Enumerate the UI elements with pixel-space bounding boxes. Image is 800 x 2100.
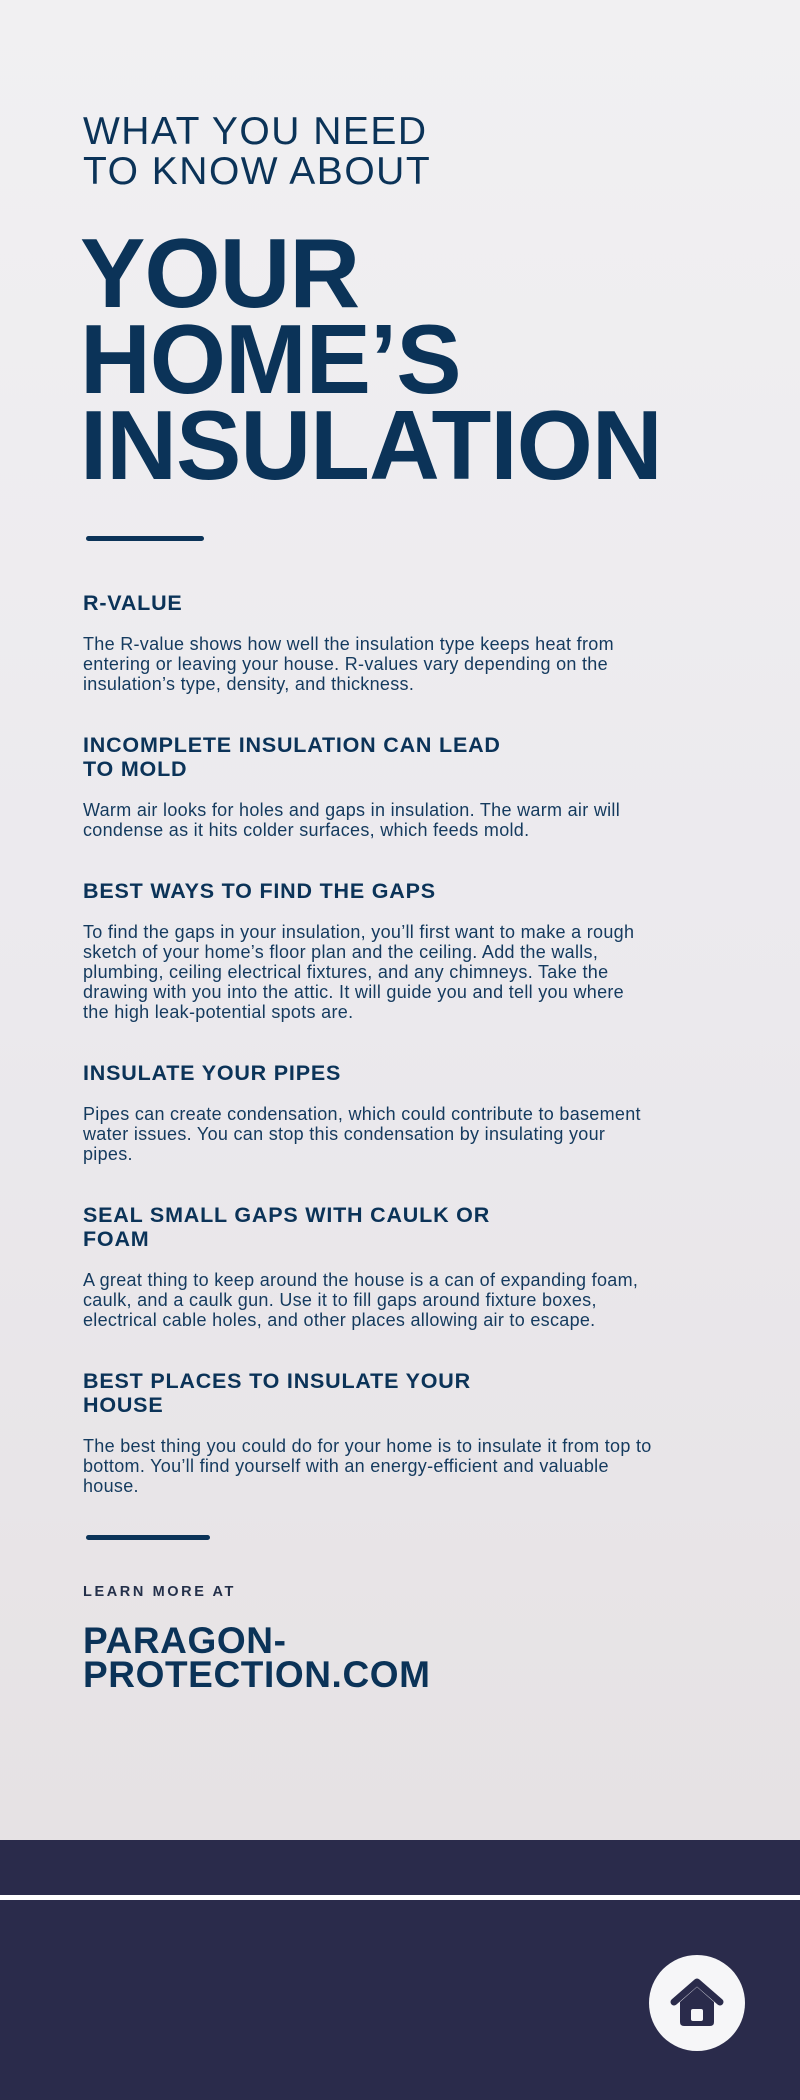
home-icon [668, 1974, 726, 2032]
section-heading: INCOMPLETE INSULATION CAN LEAD TO MOLD [83, 733, 501, 781]
section-find-gaps [83, 879, 683, 1022]
section-heading: BEST WAYS TO FIND THE GAPS [83, 879, 436, 903]
section-body: Warm air looks for holes and gaps in insulation. The warm air will condense as it hits colder surfaces, which feeds mold. [83, 800, 621, 840]
section-heading: BEST PLACES TO INSULATE YOUR HOUSE [83, 1369, 471, 1417]
section-r-value [83, 591, 683, 694]
divider-bottom [86, 1535, 210, 1540]
page-title [80, 218, 680, 500]
divider-top [86, 536, 204, 541]
content-column [80, 110, 683, 1695]
title-line-2: HOME’S [80, 304, 461, 414]
title-line-3: INSULATION [80, 390, 662, 500]
subtitle-line-1: WHAT YOU NEED [83, 110, 428, 153]
section-mold [83, 733, 683, 840]
section-body: The best thing you could do for your home is to insulate it from top to bottom. You’ll find yourself with an energy-efficient and valuable house. [83, 1436, 652, 1496]
section-heading: R-VALUE [83, 591, 183, 615]
learn-more-label: LEARN MORE AT [83, 1584, 237, 1600]
website-line-1: PARAGON- [83, 1620, 287, 1661]
website-line-2: PROTECTION.COM [83, 1654, 431, 1695]
home-badge [649, 1955, 745, 2051]
section-body: A great thing to keep around the house is a can of expanding foam, caulk, and a caulk gun. Use it to fill gaps around fixture boxes, electrical cable holes, and other places allowing air to escape. [83, 1270, 639, 1330]
section-body: Pipes can create condensation, which could contribute to basement water issues. You can stop this condensation by insulating your pipes. [83, 1104, 641, 1164]
section-insulate-pipes [83, 1061, 683, 1164]
section-heading: SEAL SMALL GAPS WITH CAULK OR FOAM [83, 1203, 491, 1251]
sections-list [83, 591, 683, 1496]
section-body: The R-value shows how well the insulation type keeps heat from entering or leaving your house. R-values vary depending on the insulation’s type, density, and thickness. [83, 634, 614, 694]
subtitle-line-2: TO KNOW ABOUT [83, 150, 432, 193]
title-line-1: YOUR [80, 218, 360, 328]
section-best-places [83, 1369, 683, 1496]
page-subtitle [83, 112, 603, 192]
section-heading: INSULATE YOUR PIPES [83, 1061, 342, 1085]
section-seal-gaps [83, 1203, 683, 1330]
footer-divider [0, 1895, 800, 1900]
section-body: To find the gaps in your insulation, you’ll first want to make a rough sketch of your home’s floor plan and the ceiling. Add the walls, plumbing, ceiling electrical fixtures, and any chimneys. Take the drawing with you into the attic. It will guide you and tell you where the high leak-potential spots are. [83, 922, 635, 1022]
footer-band [0, 1840, 800, 2100]
website-link[interactable] [83, 1620, 483, 1695]
